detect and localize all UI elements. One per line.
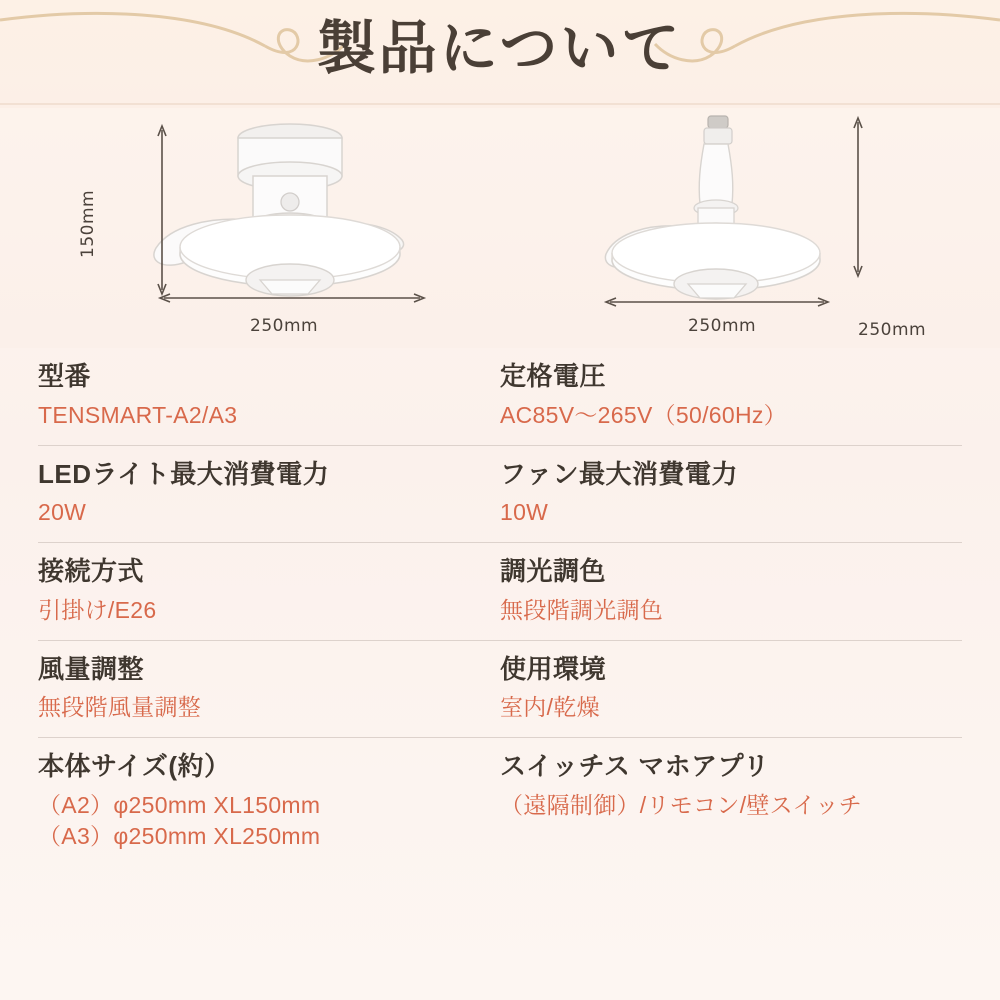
table-row — [38, 446, 962, 544]
product-a2-image — [120, 108, 460, 348]
spec-label: 接続方式 — [38, 556, 145, 587]
spec-value: （A2）φ250mm XL150mm — [38, 791, 321, 818]
spec-value: （遠隔制御）/リモコン/壁スイッチ — [500, 791, 862, 818]
spec-cell — [38, 360, 500, 431]
spec-table — [0, 348, 1000, 866]
spec-value: 無段階風量調整 — [38, 694, 202, 721]
spec-cell — [38, 653, 500, 724]
spec-label: LEDライト最大消費電力 — [38, 458, 330, 489]
spec-value: TENSMART-A2/A3 — [38, 401, 238, 428]
spec-value: 10W — [500, 499, 549, 526]
spec-value: AC85V〜265V（50/60Hz） — [500, 401, 787, 428]
spec-label: 本体サイズ(約） — [38, 751, 231, 782]
spec-label: 風量調整 — [38, 653, 145, 684]
spec-cell — [38, 458, 500, 529]
product-a3-image — [600, 108, 940, 348]
spec-value-secondary: （A3）φ250mm XL250mm — [38, 822, 321, 849]
page-header — [0, 0, 1000, 108]
spec-label: 使用環境 — [500, 653, 607, 684]
spec-cell — [500, 555, 962, 626]
dimension-height-a2: 150mm — [78, 189, 98, 258]
spec-label: 定格電圧 — [500, 361, 607, 391]
table-row — [38, 641, 962, 739]
spec-cell — [38, 555, 500, 626]
spec-cell — [500, 458, 962, 529]
table-row — [38, 738, 962, 866]
spec-value: 室内/乾燥 — [500, 694, 600, 721]
table-row — [38, 348, 962, 446]
spec-label: スイッチス マホアプリ — [500, 751, 770, 782]
spec-cell — [500, 653, 962, 724]
spec-label: ファン最大消費電力 — [500, 458, 738, 489]
page-title: 製品について — [317, 16, 683, 81]
product-image-area — [0, 108, 1000, 348]
dimension-width-a3: 250mm — [688, 316, 757, 336]
dimension-height-a3: 250mm — [858, 320, 927, 340]
spec-label: 調光調色 — [500, 556, 607, 587]
spec-label: 型番 — [38, 361, 92, 391]
spec-value: 無段階調光調色 — [500, 596, 664, 623]
spec-cell — [38, 750, 500, 852]
table-row — [38, 543, 962, 641]
spec-cell — [500, 750, 962, 852]
spec-value: 引掛け/E26 — [38, 596, 157, 623]
spec-value: 20W — [38, 499, 87, 526]
spec-cell — [500, 360, 962, 431]
dimension-width-a2: 250mm — [250, 316, 319, 336]
